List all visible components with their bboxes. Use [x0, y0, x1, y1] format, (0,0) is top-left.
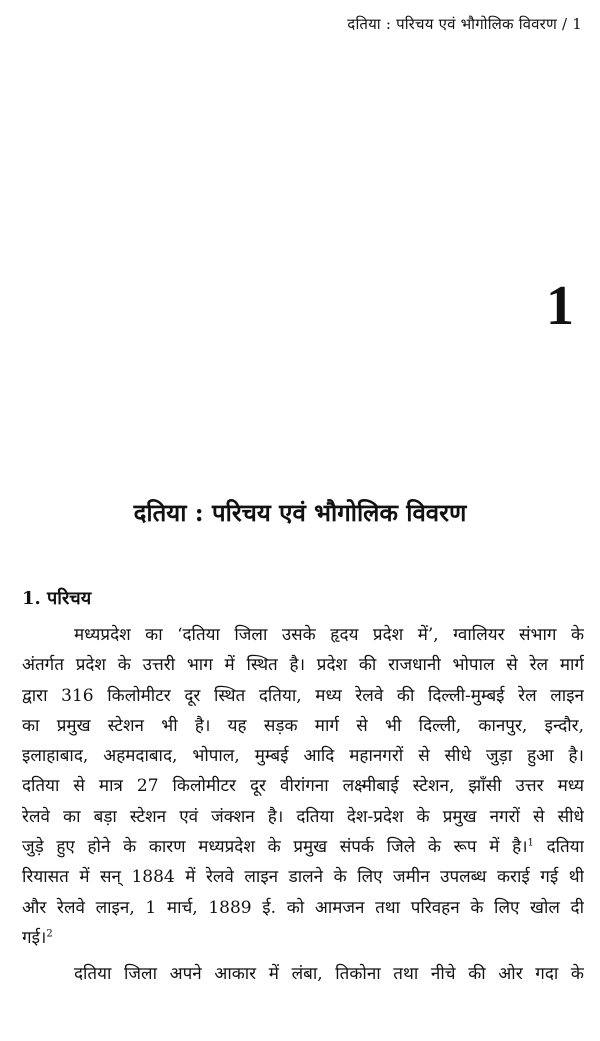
- paragraph-line: दतिया से मात्र 27 किलोमीटर दूर वीरांगना लक्ष्मीबाई स्टेशन, झाँसी उत्तर मध्य: [22, 776, 584, 797]
- chapter-number: 1: [546, 275, 574, 337]
- paragraph-line: [22, 832, 584, 862]
- paragraph-line: और रेलवे लाइन, 1 मार्च, 1889 ई. को आमजन तथा परिवहन के लिए खोल दी: [22, 897, 584, 918]
- body-text: [22, 620, 584, 990]
- running-header: दतिया : परिचय एवं भौगोलिक विवरण / 1: [347, 15, 582, 33]
- line-text: दतिया: [533, 837, 584, 858]
- paragraph-line: दतिया जिला अपने आकार में लंबा, तिकोना तथा नीचे की ओर गदा के: [74, 964, 584, 985]
- footnote-marker: 1: [527, 837, 534, 849]
- paragraph-line: मध्यप्रदेश का ‘दतिया जिला उसके हृदय प्रदेश में’, ग्वालियर संभाग के: [74, 625, 584, 645]
- paragraph-line: का प्रमुख स्टेशन भी है। यह सड़क मार्ग से भी दिल्ली, कानपुर, इन्दौर,: [22, 715, 584, 736]
- paragraph-line: [22, 923, 584, 953]
- line-text: जुड़े हुए होने के कारण मध्यप्रदेश के प्रमुख संपर्क जिले के रूप में है।: [22, 837, 528, 858]
- footnote-marker: 2: [46, 928, 53, 940]
- section-heading: 1. परिचय: [22, 588, 92, 609]
- paragraph-line: द्वारा 316 किलोमीटर दूर स्थित दतिया, मध्य रेलवे की दिल्ली-मुम्बई रेल लाइन: [22, 685, 584, 706]
- line-text: गई।: [22, 927, 47, 948]
- paragraph-line: अंतर्गत प्रदेश के उत्तरी भाग में स्थित है। प्रदेश की राजधानी भोपाल से रेल मार्ग: [22, 655, 584, 676]
- chapter-title: दतिया : परिचय एवं भौगोलिक विवरण: [133, 498, 467, 527]
- paragraph-line: रियासत में सन् 1884 में रेलवे लाइन डालने के लिए जमीन उपलब्ध कराई गई थी: [22, 867, 584, 888]
- paragraph-line: रेलवे का बड़ा स्टेशन एवं जंक्शन है। दतिया देश-प्रदेश के प्रमुख नगरों से सीधे: [22, 806, 584, 827]
- paragraph-line: इलाहाबाद, अहमदाबाद, भोपाल, मुम्बई आदि महानगरों से सीधे जुड़ा हुआ है।: [22, 746, 584, 767]
